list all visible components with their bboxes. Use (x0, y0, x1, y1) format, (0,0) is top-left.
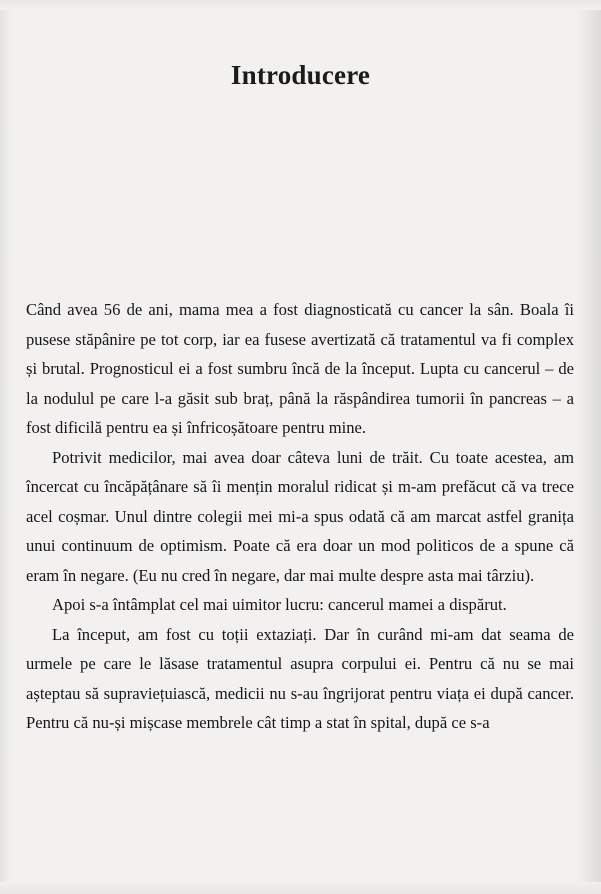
page-edge-shadow-right (575, 0, 601, 894)
paragraph: Potrivit medicilor, mai avea doar câteva luni de trăit. Cu toate acestea, am încercat cu încăpățânare să îi mențin moralul ridicat și m-am prefăcut că va trece acel coșmar. Unul dintre colegii mei mi-a spus odată că am marcat astfel granița unui continuum de optimism. Poate că era doar un mod politicos de a spune că eram în negare. (Eu nu cred în negare, dar mai multe despre asta mai târziu). (26, 447, 574, 585)
body-text (26, 295, 574, 738)
paragraph: Apoi s-a întâmplat cel mai uimitor lucru: cancerul mamei a dispărut. (52, 595, 507, 614)
page-edge-shadow-top (0, 0, 601, 10)
paragraph: La început, am fost cu toții extaziați. Dar în curând mi-am dat seama de urmele pe care le lăsase tratamentul asupra corpului ei. Pentru că nu se mai așteptau să supraviețuiască, medicii nu s-au îngrijorat pentru viața ei după cancer. Pentru că nu-și mișcase membrele cât timp a stat în spital, după ce s-a (26, 624, 574, 732)
page-edge-shadow-bottom (0, 882, 601, 894)
paragraph: Când avea 56 de ani, mama mea a fost diagnosticată cu cancer la sân. Boala îi pusese stăpânire pe tot corp, iar ea fusese avertizată că tratamentul va fi complex și brutal. Prognosticul ei a fost sumbru încă de la început. Lupta cu cancerul – de la nodulul pe care l-a găsit sub braț, până la răspândirea tumorii în pancreas – a fost dificilă pentru ea și înfricoșătoare pentru mine. (26, 300, 574, 437)
page-edge-shadow-left (0, 0, 14, 894)
chapter-title: Introducere (230, 60, 371, 91)
